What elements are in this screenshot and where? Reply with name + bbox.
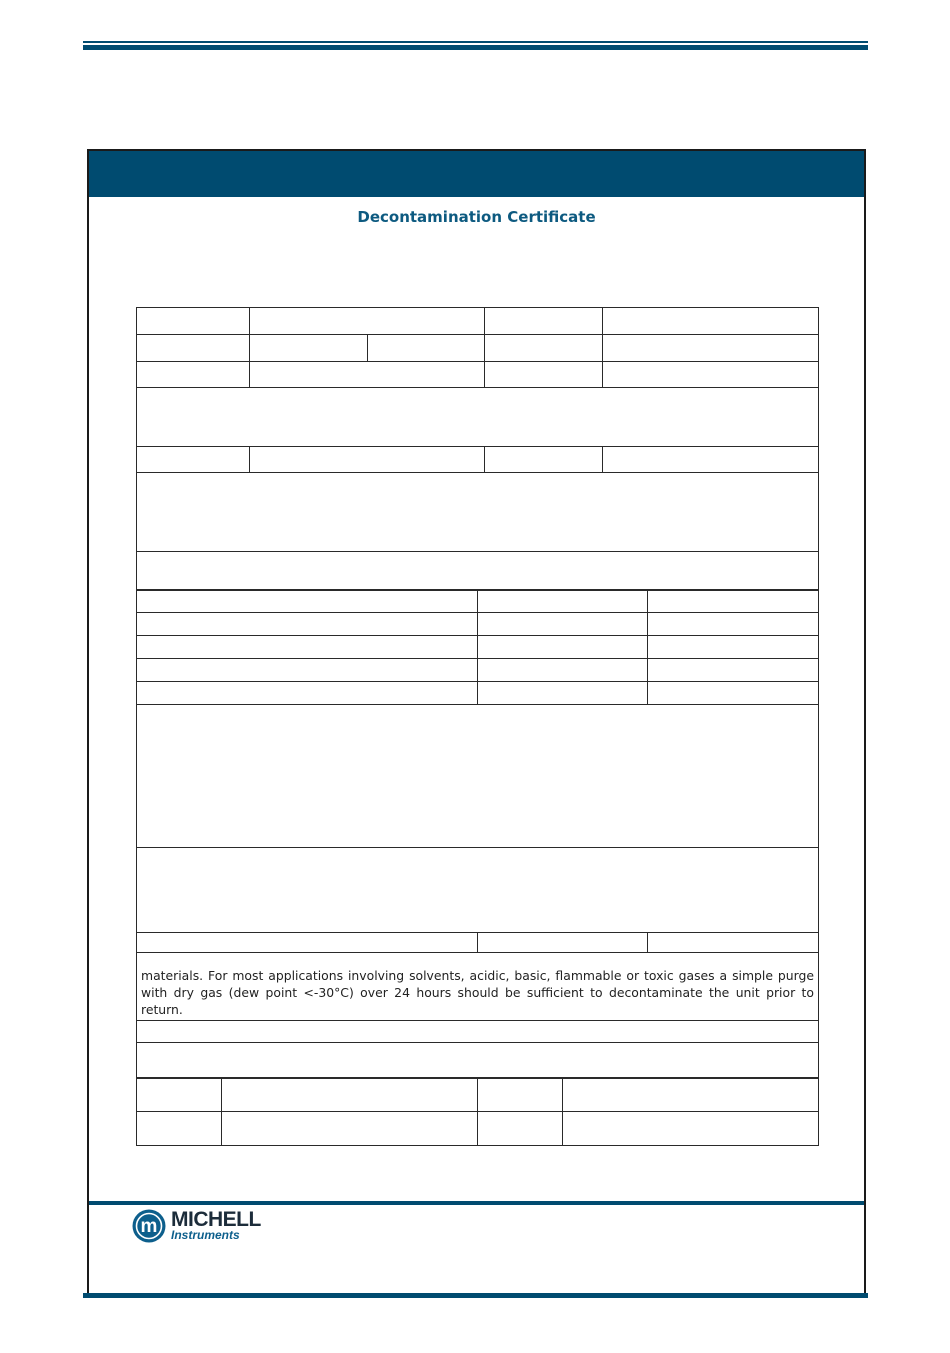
form-field[interactable] — [603, 447, 819, 473]
table-row — [137, 552, 819, 591]
checkbox-cell[interactable] — [478, 659, 648, 682]
table-row — [137, 613, 819, 636]
table-row — [137, 1043, 819, 1079]
form-field[interactable] — [137, 1021, 819, 1043]
form-field[interactable] — [250, 362, 485, 388]
form-field[interactable] — [563, 1112, 819, 1146]
checkbox-cell[interactable] — [478, 682, 648, 705]
table-cell — [137, 590, 478, 613]
table-row — [137, 933, 819, 953]
form-text-area[interactable] — [137, 705, 819, 848]
form-field[interactable] — [603, 362, 819, 388]
exposure-table — [136, 589, 819, 1079]
form-field[interactable] — [222, 1078, 478, 1112]
form-text-area[interactable] — [137, 552, 819, 591]
table-row — [137, 659, 819, 682]
table-row — [137, 682, 819, 705]
form-label-cell — [485, 362, 603, 388]
table-row — [137, 848, 819, 933]
form-label-cell — [137, 447, 250, 473]
checkbox-cell[interactable] — [648, 933, 819, 953]
form-field[interactable] — [563, 1078, 819, 1112]
checkbox-cell[interactable] — [478, 933, 648, 953]
table-cell — [137, 613, 478, 636]
table-row — [137, 362, 819, 388]
purge-note-cell — [137, 953, 819, 1021]
table-cell — [137, 933, 478, 953]
table-row — [137, 335, 819, 362]
checkbox-cell[interactable] — [478, 636, 648, 659]
checkbox-cell[interactable] — [648, 613, 819, 636]
table-row — [137, 473, 819, 552]
form-field[interactable] — [368, 335, 485, 362]
checkbox-cell[interactable] — [648, 590, 819, 613]
table-row — [137, 308, 819, 335]
table-cell — [137, 682, 478, 705]
table-row — [137, 636, 819, 659]
header-rule-thin — [83, 41, 868, 43]
form-label-cell — [137, 335, 250, 362]
form-text-area[interactable] — [137, 388, 819, 447]
table-row — [137, 388, 819, 447]
form-field[interactable] — [250, 447, 485, 473]
form-text-area[interactable] — [137, 848, 819, 933]
footer-rule — [89, 1201, 864, 1205]
page-title: Decontamination Certificate — [357, 208, 596, 226]
logo-subtitle: Instruments — [171, 1228, 240, 1242]
table-cell — [137, 659, 478, 682]
michell-logo-mark-icon — [131, 1208, 167, 1244]
form-label-cell — [485, 308, 603, 335]
form-label-cell — [137, 1112, 222, 1146]
table-row — [137, 447, 819, 473]
form-text-area[interactable] — [137, 1043, 819, 1079]
form-label-cell — [485, 335, 603, 362]
table-row — [137, 953, 819, 1021]
form-field[interactable] — [222, 1112, 478, 1146]
table-cell — [137, 636, 478, 659]
checkbox-cell[interactable] — [648, 682, 819, 705]
form-label-cell — [485, 447, 603, 473]
logo-mark-letter: m — [140, 1216, 158, 1237]
form-field[interactable] — [250, 335, 368, 362]
form-label-cell — [478, 1112, 563, 1146]
michell-logo — [131, 1208, 281, 1244]
purge-instructions: materials. For most applications involving solvents, acidic, basic, flammable or toxic gases a simple purge with dry gas (dew point <-30°C) over 24 hours should be sufficient to decontaminate the unit prior to return. — [141, 968, 814, 1017]
certificate-header-bar — [89, 151, 864, 197]
table-row — [137, 705, 819, 848]
table-row — [137, 1078, 819, 1112]
checkbox-cell[interactable] — [648, 659, 819, 682]
table-row — [137, 590, 819, 613]
table-row — [137, 1021, 819, 1043]
form-label-cell — [137, 1078, 222, 1112]
form-field[interactable] — [603, 308, 819, 335]
page-bottom-rule — [83, 1293, 868, 1298]
checkbox-cell[interactable] — [478, 590, 648, 613]
header-rule-thick — [83, 45, 868, 50]
signature-table — [136, 1077, 819, 1146]
form-label-cell — [137, 362, 250, 388]
instrument-details-table — [136, 307, 819, 591]
checkbox-cell[interactable] — [648, 636, 819, 659]
form-label-cell — [478, 1078, 563, 1112]
form-label-cell — [137, 308, 250, 335]
form-field[interactable] — [603, 335, 819, 362]
logo-wordmark: MICHELL — [171, 1208, 261, 1231]
table-row — [137, 1112, 819, 1146]
checkbox-cell[interactable] — [478, 613, 648, 636]
form-text-area[interactable] — [137, 473, 819, 552]
form-field[interactable] — [250, 308, 485, 335]
certificate-frame — [87, 149, 866, 1295]
